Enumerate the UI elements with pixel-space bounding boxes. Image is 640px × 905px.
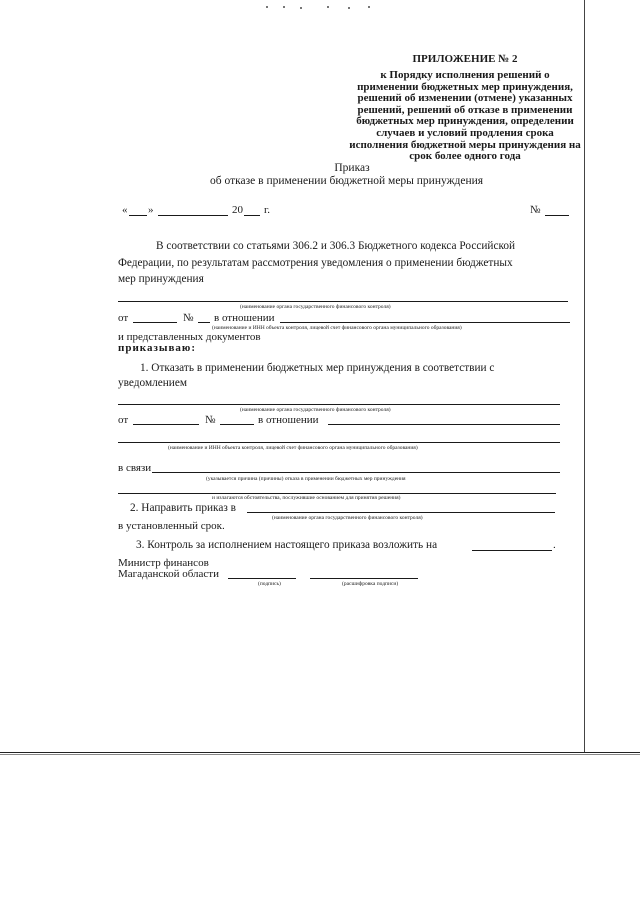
year-field[interactable] <box>244 215 260 216</box>
regarding-label-2: в отношении <box>258 414 319 426</box>
scan-edge-vertical <box>584 0 585 752</box>
scan-artifact <box>300 7 302 9</box>
scan-artifact <box>266 6 268 8</box>
from-date-field[interactable] <box>133 322 177 323</box>
appendix-line: решений об изменении (отмене) указанных <box>357 92 573 105</box>
para1-line3: мер принуждения <box>118 273 204 285</box>
minister-line2: Магаданской области <box>118 568 219 580</box>
date-close-quote: » <box>148 204 154 216</box>
item2-line2: в установленный срок. <box>118 520 225 532</box>
circumstances-field[interactable] <box>118 493 556 494</box>
control-body-field-2[interactable] <box>118 404 560 405</box>
item1-line2: уведомлением <box>118 377 188 389</box>
item2-field[interactable] <box>247 512 555 513</box>
appendix-line: бюджетных мер принуждения, определении <box>356 115 574 128</box>
appendix-line: срок более одного года <box>409 150 521 163</box>
regarding-field[interactable] <box>280 322 570 323</box>
appendix-line: случаев и условий продления срока <box>376 126 554 139</box>
item2-label: 2. Направить приказ в <box>130 502 237 514</box>
and-docs: и представленных документов <box>118 331 261 343</box>
caption-control-body: (наименование органа государственного финансового контроля) <box>240 304 391 310</box>
scan-artifact <box>348 7 350 9</box>
reason-field[interactable] <box>152 472 560 473</box>
scan-edge-horizontal <box>0 752 640 753</box>
due-to-label: в связи <box>118 462 152 474</box>
scan-edge-horizontal-2 <box>0 754 640 755</box>
caption-sign: (подпись) <box>258 581 281 587</box>
year-suffix: г. <box>264 204 271 216</box>
from-label: от <box>118 312 129 324</box>
appendix-title: ПРИЛОЖЕНИЕ № 2 <box>412 53 518 65</box>
appendix-line: исполнения бюджетной меры принуждения на <box>349 138 581 151</box>
order-title: Приказ <box>334 162 370 174</box>
caption-circumstances: и излагаются обстоятельства, послужившие основанием для принятия решения) <box>212 495 401 501</box>
scan-artifact <box>327 6 329 8</box>
from-label-2: от <box>118 414 129 426</box>
item1-line1: 1. Отказать в применении бюджетных мер принуждения в соответствии с <box>140 362 495 374</box>
no-label: № <box>183 312 194 324</box>
signature-field[interactable] <box>228 578 296 579</box>
regarding-field-2[interactable] <box>328 424 560 425</box>
no-label-2: № <box>205 414 216 426</box>
caption-inn-2: (наименование и ИНН объекта контроля, лицевой счет финансового органа муниципального образования) <box>168 445 418 451</box>
caption-control-body-2: (наименование органа государственного финансового контроля) <box>240 407 391 413</box>
para1-line2: Федерации, по результатам рассмотрения уведомления о применении бюджетных <box>118 257 513 269</box>
regarding-label: в отношении <box>214 312 275 324</box>
appendix-subtitle <box>340 70 590 163</box>
order-number-field[interactable] <box>545 215 569 216</box>
item3-label: 3. Контроль за исполнением настоящего приказа возложить на <box>136 539 438 551</box>
minister-line1: Министр финансов <box>118 557 209 569</box>
inn-field-2[interactable] <box>118 442 560 443</box>
order-subtitle: об отказе в применении бюджетной меры принуждения <box>210 175 484 187</box>
caption-control-body-3: (наименование органа государственного финансового контроля) <box>272 515 423 521</box>
item3-end: . <box>553 539 556 551</box>
caption-decode: (расшифровка подписи) <box>342 581 399 587</box>
appendix-line: применении бюджетных мер принуждения, <box>357 80 573 93</box>
from-date-field-2[interactable] <box>133 424 199 425</box>
para1-line1: В соответствии со статьями 306.2 и 306.3 Бюджетного кодекса Российской <box>156 240 516 252</box>
appendix-line: решений, решений об отказе в применении <box>357 103 573 116</box>
appendix-line: к Порядку исполнения решений о <box>380 69 550 81</box>
signature-decode-field[interactable] <box>310 578 418 579</box>
day-field[interactable] <box>129 215 147 216</box>
month-field[interactable] <box>158 215 228 216</box>
item3-field[interactable] <box>472 550 552 551</box>
scan-artifact <box>283 6 285 8</box>
caption-reason: (указывается причина (причины) отказа в применении бюджетных мер принуждения <box>206 476 406 482</box>
orders-word: приказываю: <box>118 342 196 354</box>
caption-inn: (наименование и ИНН объекта контроля, лицевой счет финансового органа муниципального образования) <box>212 325 462 331</box>
order-number-label: № <box>530 204 541 216</box>
no-field-2[interactable] <box>220 424 254 425</box>
date-open-quote: « <box>122 204 128 216</box>
scan-artifact <box>368 6 370 8</box>
year-prefix: 20 <box>232 204 243 216</box>
no-field[interactable] <box>198 322 210 323</box>
control-body-field[interactable] <box>118 301 568 302</box>
